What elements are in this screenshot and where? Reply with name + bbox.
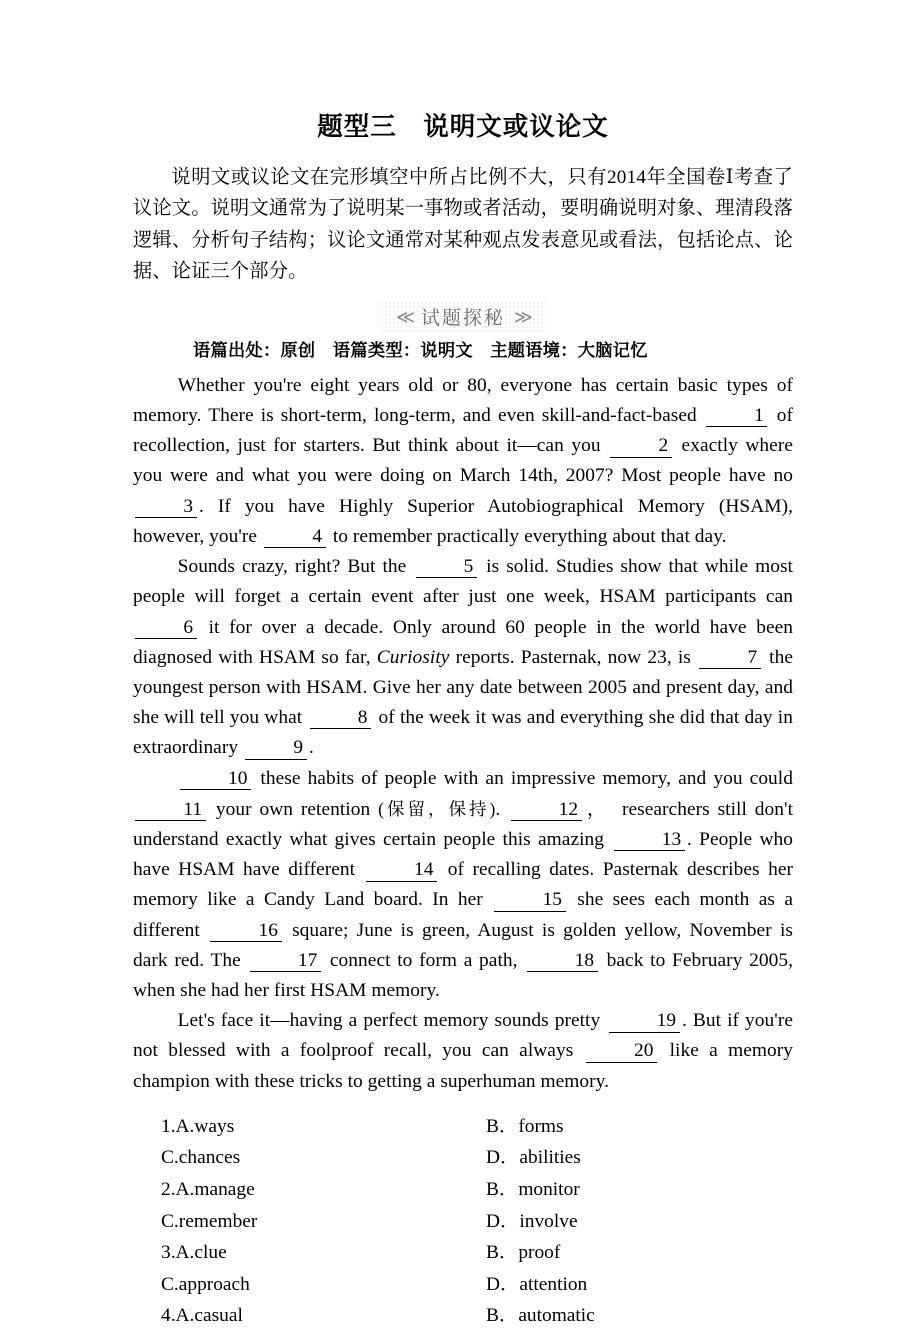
option-choice[interactable]: D．abilities xyxy=(486,1147,581,1169)
text-segment: square; June is green, August is golden yellow, November is dark red. The xyxy=(133,919,794,971)
document-page xyxy=(133,0,793,1332)
text-segment: your own retention xyxy=(207,798,379,820)
text-segment: like a memory champion with these tricks to getting a superhuman memory. xyxy=(133,1040,793,1092)
option-choice[interactable]: 4.A.casual xyxy=(161,1305,243,1327)
blank-6: 6 xyxy=(135,618,196,639)
blank-4: 4 xyxy=(264,527,325,548)
text-segment: ， researchers still don't understand exactly what gives certain people this amazing xyxy=(133,798,794,850)
blank-18: 18 xyxy=(527,951,598,972)
text-segment: Sounds crazy, right? But the xyxy=(177,556,414,578)
option-choice[interactable]: B．forms xyxy=(486,1115,564,1137)
blank-14: 14 xyxy=(366,860,437,881)
blank-1: 1 xyxy=(706,406,767,427)
text-segment: the youngest person with HSAM. Give her any date between 2005 and present day, and she will tell you what xyxy=(133,646,793,729)
text-segment: back to February 2005, when she had her first HSAM memory. xyxy=(133,949,793,1001)
option-row xyxy=(161,1142,793,1174)
text-segment: reports. Pasternak, now 23, is xyxy=(449,646,698,668)
blank-9: 9 xyxy=(245,738,306,759)
option-choice[interactable]: 3.A.clue xyxy=(161,1242,227,1264)
banner-label: 试题探秘 xyxy=(420,308,505,330)
blank-10: 10 xyxy=(180,769,251,790)
text-segment: . xyxy=(495,798,509,820)
passage-body xyxy=(133,371,793,1097)
text-segment: she sees each month as a different xyxy=(133,889,793,941)
blank-7: 7 xyxy=(699,648,760,669)
blank-3: 3 xyxy=(135,497,196,518)
passage-paragraph-3 xyxy=(133,764,793,1007)
option-row xyxy=(161,1269,793,1301)
double-chevron-left-icon: ≪ xyxy=(396,306,412,327)
option-choice[interactable]: C.approach xyxy=(161,1273,250,1295)
text-segment: exactly where you were and what you were doing on March 14th, 2007? Most people have no xyxy=(133,435,794,487)
blank-17: 17 xyxy=(250,951,321,972)
option-row xyxy=(161,1206,793,1238)
text-segment: . If you have Highly Superior Autobiographical Memory (HSAM), however, you're xyxy=(133,495,793,547)
page-title: 题型三 说明文或议论文 xyxy=(317,112,609,142)
blank-16: 16 xyxy=(210,921,281,942)
text-segment: . People who have HSAM have different xyxy=(133,828,794,881)
text-segment: of the week it was and everything she did that day in extraordinary xyxy=(133,707,793,759)
text-segment: these habits of people with an impressive memory, and you could xyxy=(253,767,793,789)
option-choice[interactable]: C.remember xyxy=(161,1210,258,1232)
passage-paragraph-1 xyxy=(133,371,793,552)
text-segment: to remember practically everything about that day. xyxy=(327,525,727,547)
blank-11: 11 xyxy=(135,800,205,821)
text-segment: . xyxy=(308,737,314,759)
text-segment: is solid. Studies show that while most people will forget a certain event after just one week, HSAM participants can xyxy=(133,556,793,608)
banner-inner xyxy=(380,301,546,332)
option-choice[interactable]: D．attention xyxy=(486,1273,588,1295)
text-segment: Let's face it—having a perfect memory sounds pretty xyxy=(177,1010,607,1032)
source-title: Curiosity xyxy=(376,646,450,668)
option-choice[interactable]: B．proof xyxy=(486,1242,561,1264)
blank-8: 8 xyxy=(310,708,371,729)
double-chevron-right-icon: ≫ xyxy=(514,306,530,327)
text-segment: . But if you're not blessed with a foolproof recall, you can always xyxy=(133,1010,793,1062)
option-row xyxy=(161,1174,793,1206)
text-segment: of recollection, just for starters. But think about it—can you xyxy=(133,405,793,457)
passage-paragraph-4 xyxy=(133,1006,793,1097)
option-row xyxy=(161,1300,793,1332)
answer-options-list xyxy=(133,1111,793,1332)
text-segment: it for over a decade. Only around 60 people in the world have been diagnosed with HSAM so far, xyxy=(133,616,793,668)
passage-meta: 语篇出处：原创 语篇类型：说明文 主题语境：大脑记忆 xyxy=(193,340,648,361)
blank-15: 15 xyxy=(494,890,565,911)
option-choice[interactable]: B．automatic xyxy=(486,1305,595,1327)
section-banner xyxy=(133,300,793,334)
text-segment: connect to form a path, xyxy=(323,949,525,971)
option-row xyxy=(161,1111,793,1143)
blank-5: 5 xyxy=(416,557,477,578)
blank-13: 13 xyxy=(614,830,685,851)
option-choice[interactable]: C.chances xyxy=(161,1147,241,1169)
passage-paragraph-2 xyxy=(133,552,793,763)
text-segment: of recalling dates. Pasternak describes her memory like a Candy Land board. In her xyxy=(133,859,794,911)
option-choice[interactable]: B．monitor xyxy=(486,1178,580,1200)
option-choice[interactable]: 1.A.ways xyxy=(161,1115,235,1137)
intro-paragraph: 说明文或议论文在完形填空中所占比例不大，只有2014年全国卷Ⅰ考查了议论文。说明文通常为了说明某一事物或者活动，要明确说明对象、理清段落逻辑、分析句子结构；议论文通常对某种观点发表意见或看法，包括论点、论据、论证三个部分。 xyxy=(133,166,793,283)
chinese-gloss: (保留，保持) xyxy=(378,798,496,819)
text-segment: Whether you're eight years old or 80, everyone has certain basic types of memory. There is short-term, long-term, and even skill-and-fact-based xyxy=(133,374,793,427)
blank-19: 19 xyxy=(609,1011,680,1032)
blank-20: 20 xyxy=(586,1041,657,1062)
blank-2: 2 xyxy=(610,436,671,457)
option-choice[interactable]: D．involve xyxy=(486,1210,578,1232)
option-row xyxy=(161,1237,793,1269)
blank-12: 12 xyxy=(511,800,582,821)
option-choice[interactable]: 2.A.manage xyxy=(161,1178,255,1200)
